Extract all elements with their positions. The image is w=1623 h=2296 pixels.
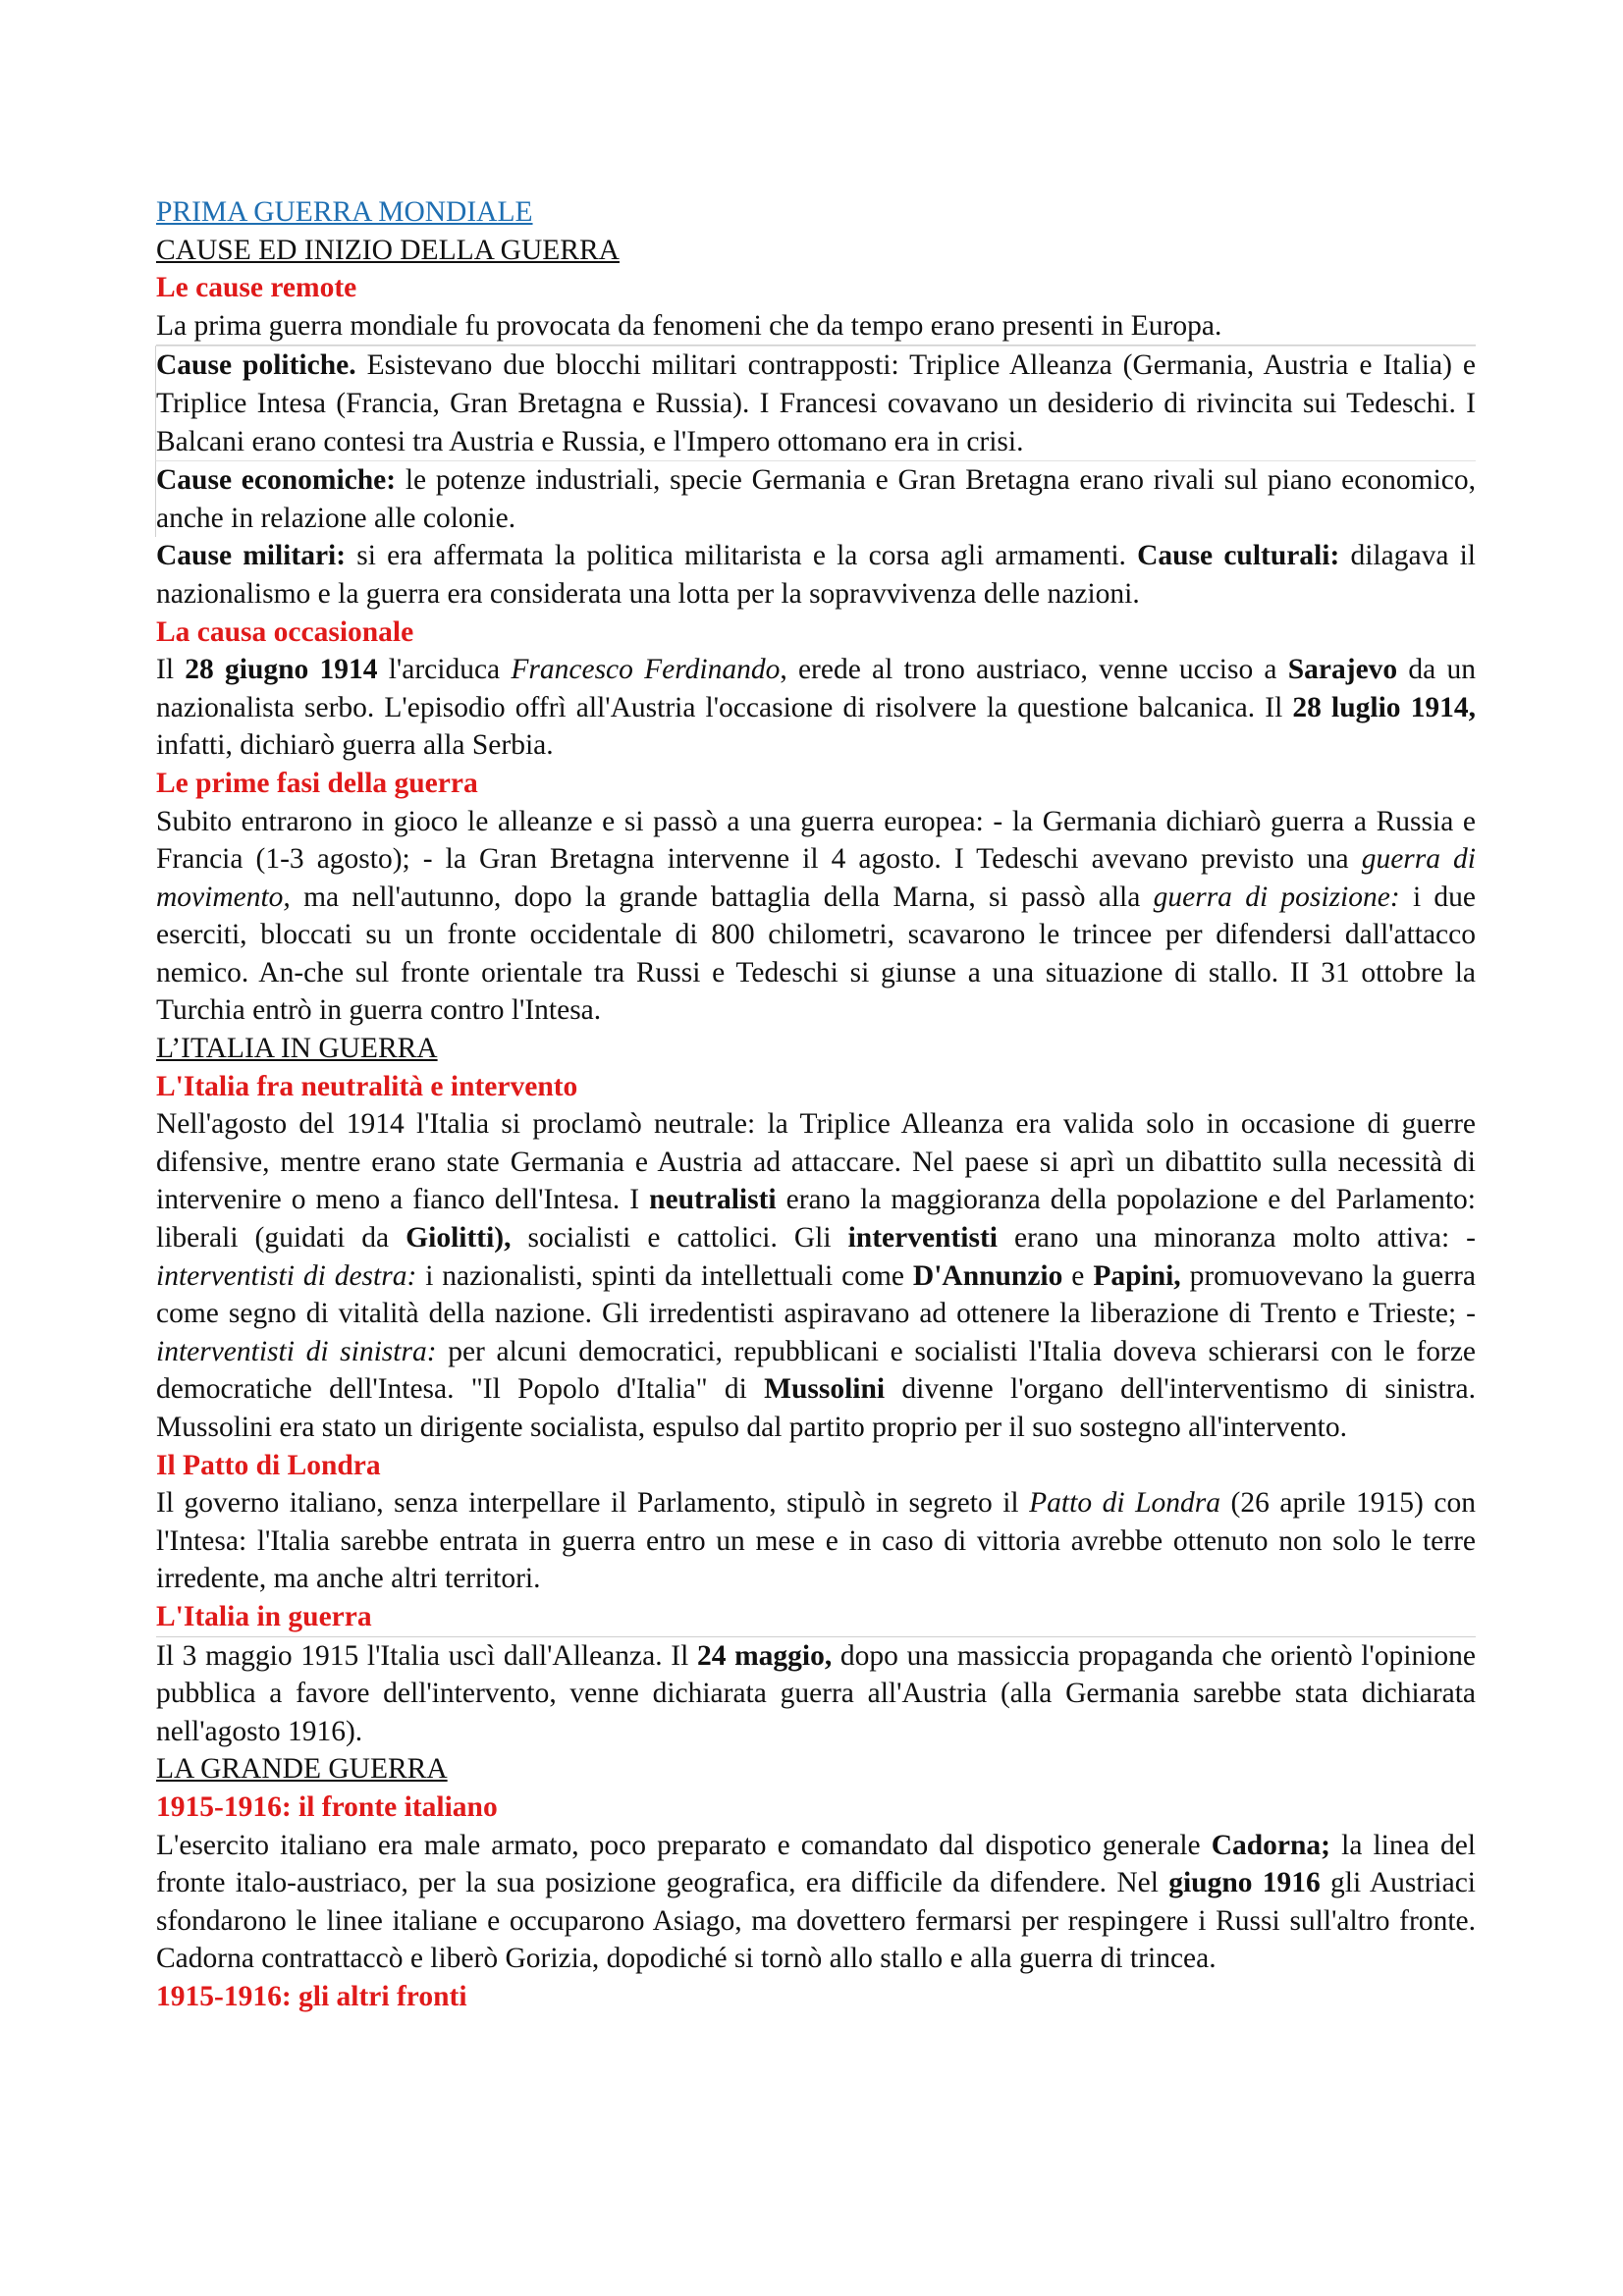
section-heading-italia: L’ITALIA IN GUERRA <box>156 1033 438 1065</box>
text-cause-economiche: le potenze industriali, specie Germania e Gran Bretagna erano rivali sul piano economico, anche in relazione alle colonie. <box>156 464 1476 534</box>
text-run: Subito entrarono in gioco le alleanze e si passò a una guerra europea: - la Germania dichiarò guerra a Russia e Francia (1-3 agosto); - la Gran Bretagna intervenne il 4 agosto. I Tedeschi avevano previsto una <box>156 805 1476 876</box>
label-cause-culturali: Cause culturali: <box>1137 540 1340 572</box>
text-run: da un nazionalista serbo. L'episodio offrì all'Austria l'occasione di risolvere la questione balcanica. Il <box>156 654 1477 723</box>
subheading-neutralita: L'Italia fra neutralità e intervento <box>156 1070 578 1102</box>
term-guerra-posizione: guerra di posizione: <box>1153 881 1400 913</box>
label-cause-politiche: Cause politiche. <box>156 349 356 382</box>
term-guerra-movimento: guerra di movimento, <box>156 843 1477 913</box>
term-interventisti-destra: interventisti di destra: <box>156 1259 417 1292</box>
subheading-prime-fasi: Le prime fasi della guerra <box>156 767 478 799</box>
paragraph-cause-militari-culturali <box>156 537 1476 613</box>
document-title: PRIMA GUERRA MONDIALE <box>156 196 533 228</box>
text-run: ma nell'autunno, dopo la grande battaglia della Marna, si passò alla <box>290 881 1154 913</box>
text-cause-politiche: Esistevano due blocchi militari contrapposti: Triplice Alleanza (Germania, Austria e Italia) e Triplice Intesa (Francia, Gran Bretagna e Russia). I Francesi covavano un desiderio di rivincita sui Tedeschi. I Balcani erano contesi tra Austria e Russia, e l'Impero ottomano era in crisi. <box>156 349 1476 457</box>
text-run: infatti, dichiarò guerra alla Serbia. <box>156 729 554 762</box>
label-cause-militari: Cause militari: <box>156 540 347 572</box>
text-run: l'arciduca <box>377 654 512 686</box>
text-run: per alcuni democratici, repubblicani e socialisti l'Italia doveva schierarsi con le forze democratiche dell'Intesa. "Il Popolo d'Italia" di <box>156 1335 1477 1406</box>
name-mussolini: Mussolini <box>764 1373 886 1406</box>
subheading-causa-occasionale: La causa occasionale <box>156 615 414 648</box>
date-28-luglio: 28 luglio 1914, <box>1292 691 1476 723</box>
text-run: la linea del fronte italo-austriaco, per la sua posizione geografica, era difficile da difendere. Nel <box>156 1829 1476 1899</box>
label-cause-economiche: Cause economiche: <box>156 464 397 497</box>
paragraph-patto-londra <box>156 1484 1476 1598</box>
paragraph-causa-occasionale <box>156 651 1476 765</box>
text-run: e <box>1062 1259 1094 1292</box>
text-run: socialisti e cattolici. Gli <box>511 1222 848 1255</box>
subheading-cause-remote: Le cause remote <box>156 272 357 304</box>
date-24-maggio: 24 maggio, <box>696 1639 833 1672</box>
text-run: , erede al trono austriaco, venne ucciso a <box>780 654 1288 686</box>
text-run: erano la maggioranza della popolazione e del Parlamento: liberali (guidati da <box>156 1184 1476 1255</box>
text-cause-culturali: dilagava il nazionalismo e la guerra era considerata una lotta per la sopravvivenza delle nazioni. <box>156 540 1476 610</box>
paragraph-intro: La prima guerra mondiale fu provocata da fenomeni che da tempo erano presenti in Europa. <box>156 307 1476 347</box>
paragraph-cause-politiche <box>155 346 1476 460</box>
section-heading-cause: CAUSE ED INIZIO DELLA GUERRA <box>156 234 620 266</box>
paragraph-neutralita <box>156 1105 1476 1446</box>
text-run: dopo una massiccia propaganda che orientò l'opinione pubblica a favore dell'intervento, venne dichiarata guerra all'Austria (alla Germania sarebbe stata dichiarata nell'agosto 1916). <box>156 1639 1476 1747</box>
paragraph-cause-economiche <box>155 460 1476 537</box>
subheading-fronte-italiano: 1915-1916: il fronte italiano <box>156 1790 498 1823</box>
name-francesco-ferdinando: Francesco Ferdinando <box>511 654 781 686</box>
text-run: i nazionalisti, spinti da intellettuali come <box>416 1259 913 1292</box>
term-neutralisti: neutralisti <box>649 1184 777 1216</box>
text-run: Il governo italiano, senza interpellare il Parlamento, stipulò in segreto il <box>156 1487 1030 1520</box>
name-cadorna: Cadorna; <box>1211 1829 1331 1861</box>
text-run: Nell'agosto del 1914 l'Italia si proclamò neutrale: la Triplice Alleanza era valida solo in occasione di guerre difensive, mentre erano state Germania e Austria ad attaccare. Nel paese si aprì un dibattito sulla necessità di intervenire o meno a fianco dell'Intesa. I <box>156 1108 1476 1216</box>
text-run: Il 3 maggio 1915 l'Italia uscì dall'Alleanza. Il <box>156 1639 697 1672</box>
text-cause-militari: si era affermata la politica militarista e la corsa agli armamenti. <box>346 540 1138 572</box>
text-run: L'esercito italiano era male armato, poco preparato e comandato dal dispotico generale <box>156 1829 1212 1861</box>
text-run: divenne l'organo dell'interventismo di sinistra. Mussolini era stato un dirigente socialista, espulso dal partito proprio per il suo sostegno all'intervento. <box>156 1373 1477 1443</box>
document-page <box>156 193 1476 2016</box>
term-interventisti-sinistra: interventisti di sinistra: <box>156 1335 437 1367</box>
name-papini: Papini, <box>1093 1259 1181 1292</box>
text-run: Il <box>156 654 186 686</box>
date-giugno-1916: giugno 1916 <box>1168 1867 1321 1899</box>
place-sarajevo: Sarajevo <box>1287 654 1398 686</box>
paragraph-italia-in-guerra <box>156 1637 1476 1751</box>
paragraph-prime-fasi <box>156 803 1476 1031</box>
subheading-altri-fronti: 1915-1916: gli altri fronti <box>156 1980 467 2012</box>
paragraph-fronte-italiano <box>156 1827 1476 1978</box>
text-run: promuovevano la guerra come segno di vitalità della nazione. Gli irredentisti aspiravano ad ottenere la liberazione di Trento e Trieste; - <box>156 1259 1477 1330</box>
text-run: i due eserciti, bloccati su un fronte occidentale di 800 chilometri, scavarono le trincee per difendersi dall'attacco nemico. An-che sul fronte orientale tra Russi e Tedeschi si giunse a una situazione di stallo. II 31 ottobre la Turchia entrò in guerra contro l'Intesa. <box>156 881 1477 1027</box>
name-giolitti: Giolitti), <box>406 1222 512 1255</box>
name-dannunzio: D'Annunzio <box>912 1259 1063 1292</box>
text-run: gli Austriaci sfondarono le linee italiane e occuparono Asiago, ma dovettero fermarsi per respingere i Russi sull'altro fronte. Cadorna contrattaccò e liberò Gorizia, dopodiché si tornò allo stallo e alla guerra di trincea. <box>156 1867 1476 1975</box>
subheading-patto-londra: Il Patto di Londra <box>156 1449 381 1481</box>
date-28-giugno: 28 giugno 1914 <box>185 654 378 686</box>
term-patto-londra: Patto di Londra <box>1029 1487 1220 1520</box>
section-heading-grande-guerra: LA GRANDE GUERRA <box>156 1753 448 1786</box>
text-run: erano una minoranza molto attiva: - <box>997 1222 1477 1255</box>
text-run: (26 aprile 1915) con l'Intesa: l'Italia sarebbe entrata in guerra entro un mese e in caso di vittoria avrebbe ottenuto non solo le terre irredente, ma anche altri territori. <box>156 1487 1476 1595</box>
term-interventisti: interventisti <box>847 1222 998 1255</box>
subheading-italia-in-guerra: L'Italia in guerra <box>156 1598 1476 1637</box>
